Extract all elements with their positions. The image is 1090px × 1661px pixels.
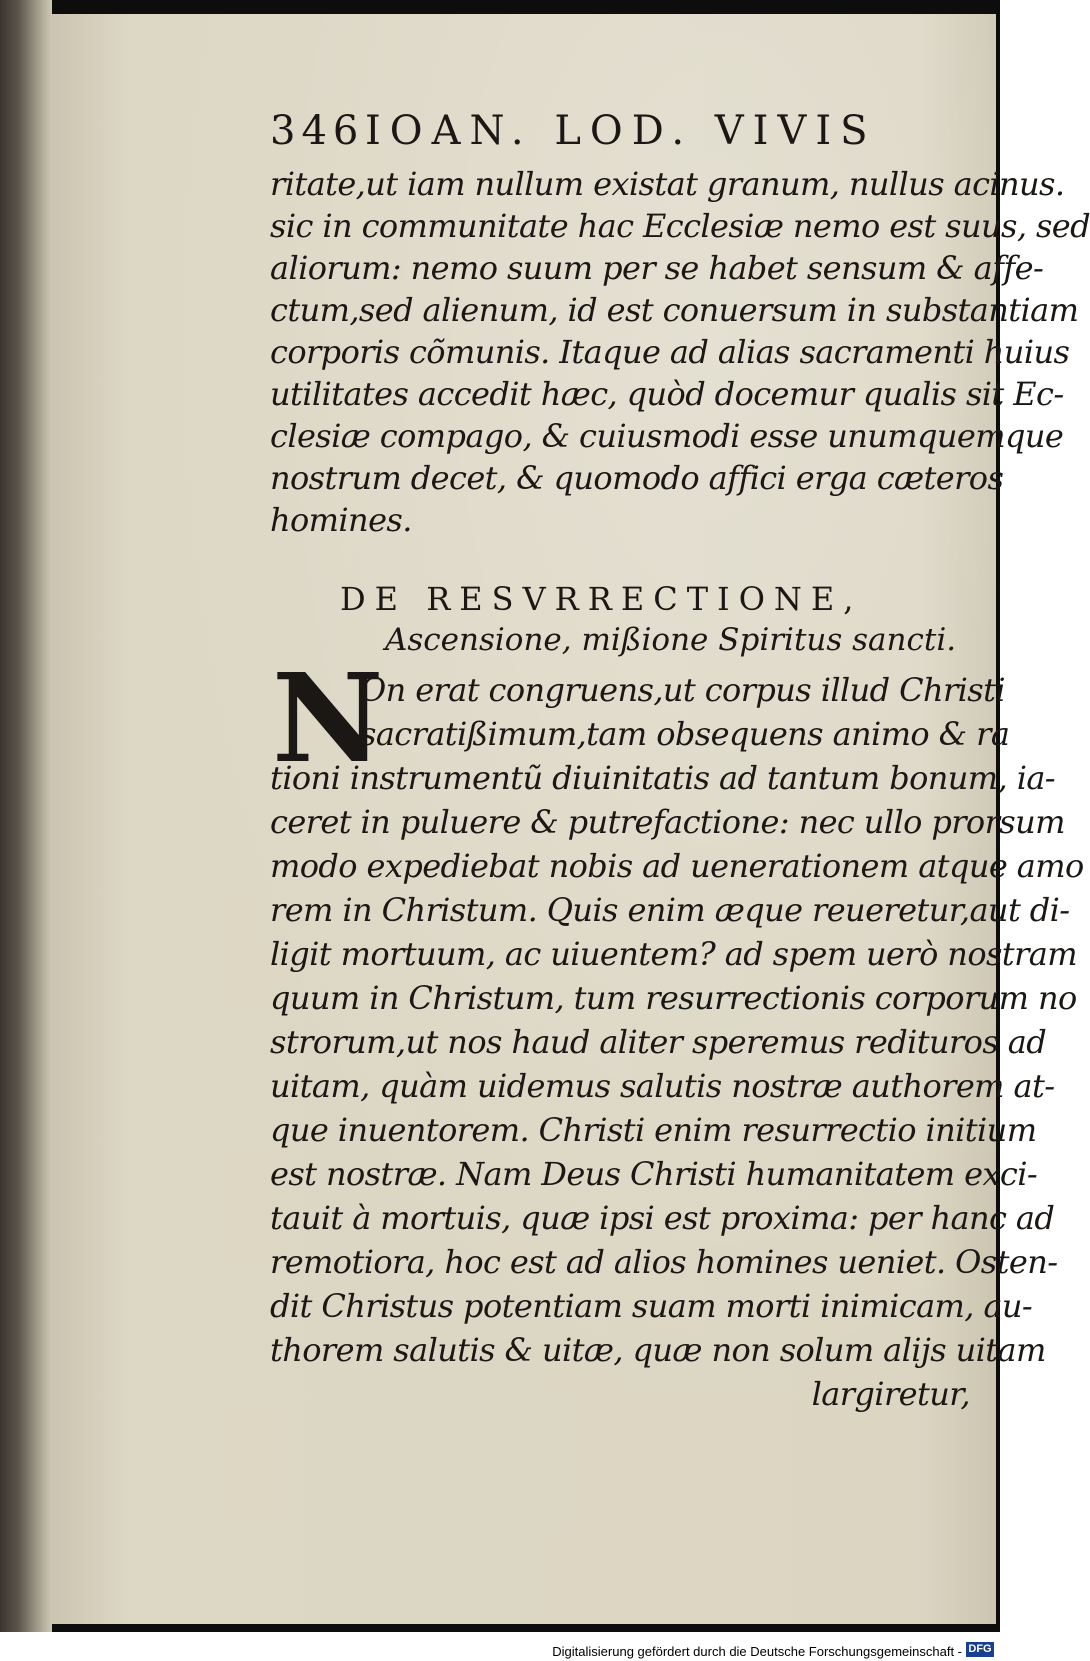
text-line: nostrum decet, & quomodo affici erga cæteros xyxy=(270,459,1004,497)
page-number: 346 xyxy=(270,108,365,154)
catchword: largiretur, xyxy=(811,1375,970,1413)
text-line: quum in Christum, tum resurrectionis corporum no xyxy=(270,979,1077,1017)
text-line: aliorum: nemo suum per se habet sensum & affe- xyxy=(270,249,1044,287)
text-line: sacratißimum,tam obsequens animo & ra xyxy=(360,715,1010,753)
text-line: corporis cõmunis. Itaque ad alias sacramenti huius xyxy=(270,333,1070,371)
running-header xyxy=(270,108,910,168)
text-line: ligit mortuum, ac uiuentem? ad spem uerò nostram xyxy=(270,935,1077,973)
text-line: que inuentorem. Christi enim resurrectio initium xyxy=(270,1111,1037,1149)
running-title: IOAN. LOD. VIVIS xyxy=(365,108,877,154)
text-line: rem in Christum. Quis enim æque reueretur,aut di- xyxy=(270,891,1070,929)
text-line: ceret in puluere & putrefactione: nec ullo prorsum xyxy=(270,803,1065,841)
text-line: uitam, quàm uidemus salutis nostræ authorem at- xyxy=(270,1067,1055,1105)
book-spine xyxy=(0,0,52,1632)
text-line: tioni instrumentũ diuinitatis ad tantum bonum, ia- xyxy=(270,759,1056,797)
drop-cap: N xyxy=(272,646,384,790)
text-line: On erat congruens,ut corpus illud Christi xyxy=(360,671,1006,709)
dfg-logo-icon: DFG xyxy=(966,1642,994,1657)
text-line: utilitates accedit hæc, quòd docemur qualis sit Ec- xyxy=(270,375,1064,413)
section-title: DE RESVRRECTIONE, xyxy=(340,580,863,618)
text-line: ctum,sed alienum, id est conuersum in substantiam xyxy=(270,291,1079,329)
text-line: strorum,ut nos haud aliter speremus redituros ad xyxy=(270,1023,1047,1061)
text-line: sic in communitate hac Ecclesiæ nemo est suus, sed xyxy=(270,207,1090,245)
text-line: modo expediebat nobis ad uenerationem atque amo xyxy=(270,847,1084,885)
text-line: dit Christus potentiam suam morti inimicam, au- xyxy=(270,1287,1033,1325)
text-line: est nostræ. Nam Deus Christi humanitatem exci- xyxy=(270,1155,1038,1193)
text-line: ritate,ut iam nullum existat granum, nullus acinus. xyxy=(270,165,1065,203)
text-line: clesiæ compago, & cuiusmodi esse unumquemque xyxy=(270,417,1064,455)
text-line: homines. xyxy=(270,501,412,539)
text-line: tauit à mortuis, quæ ipsi est proxima: per hanc ad xyxy=(270,1199,1055,1237)
funding-credit: Digitalisierung gefördert durch die Deutsche Forschungsgemeinschaft - xyxy=(552,1644,962,1659)
text-line: thorem salutis & uitæ, quæ non solum alijs uitam xyxy=(270,1331,1046,1369)
text-line: remotiora, hoc est ad alios homines ueniet. Osten- xyxy=(270,1243,1058,1281)
section-subtitle: Ascensione, mißione Spiritus sancti. xyxy=(385,622,957,658)
